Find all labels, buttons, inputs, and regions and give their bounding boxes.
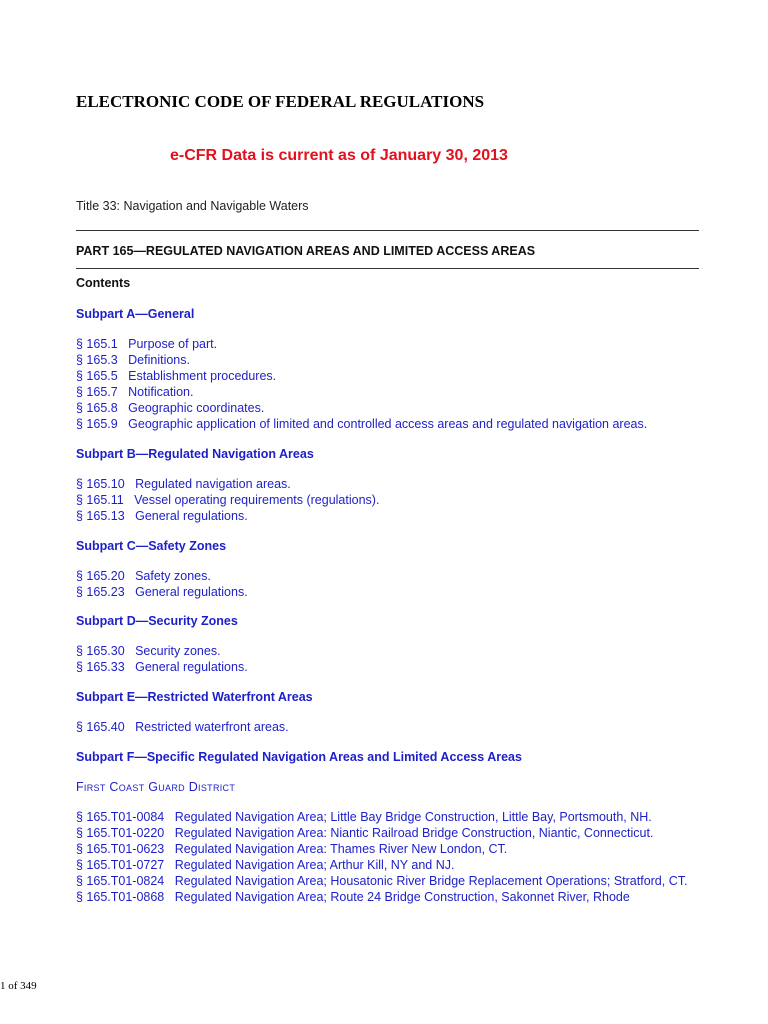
- section-link[interactable]: [76, 384, 700, 400]
- section-link[interactable]: [76, 809, 700, 825]
- section-title: Geographic coordinates.: [128, 401, 265, 415]
- section-number: § 165.20: [76, 569, 125, 583]
- section-title: Regulated Navigation Area: Thames River New London, CT.: [174, 842, 508, 856]
- section-title: General regulations.: [135, 509, 248, 523]
- section-title: Regulated Navigation Area; Route 24 Bridge Construction, Sakonnet River, Rhode: [174, 890, 630, 904]
- section-number: § 165.7: [76, 385, 118, 399]
- section-title: Vessel operating requirements (regulations).: [134, 493, 380, 507]
- section-link[interactable]: [76, 873, 700, 889]
- section-number: § 165.8: [76, 401, 118, 415]
- section-title: Regulated Navigation Area: Niantic Railroad Bridge Construction, Niantic, Connecticut.: [174, 826, 654, 840]
- page-counter: 1 of 349: [0, 980, 37, 992]
- section-number: § 165.10: [76, 477, 125, 491]
- section-title: Definitions.: [128, 353, 190, 367]
- section-title: Regulated navigation areas.: [135, 477, 291, 491]
- section-number: § 165.3: [76, 353, 118, 367]
- section-link[interactable]: [76, 584, 700, 600]
- section-title: Geographic application of limited and controlled access areas and regulated navigation areas.: [128, 417, 648, 431]
- subpart-e-section-list: [76, 719, 700, 735]
- subpart-e: [76, 689, 700, 735]
- section-number: § 165.T01-0220: [76, 826, 165, 840]
- section-link[interactable]: [76, 400, 700, 416]
- section-number: § 165.T01-0623: [76, 842, 165, 856]
- section-number: § 165.1: [76, 337, 118, 351]
- section-title: Notification.: [128, 385, 194, 399]
- subpart-d-heading[interactable]: Subpart D—Security Zones: [76, 614, 238, 628]
- section-link[interactable]: [76, 719, 700, 735]
- subpart-b-heading[interactable]: Subpart B—Regulated Navigation Areas: [76, 447, 314, 461]
- divider-top: [76, 230, 699, 231]
- section-title: Safety zones.: [135, 569, 211, 583]
- section-number: § 165.40: [76, 720, 125, 734]
- section-number: § 165.13: [76, 509, 125, 523]
- subpart-c-section-list: [76, 568, 700, 600]
- section-title: General regulations.: [135, 585, 248, 599]
- section-link[interactable]: [76, 508, 700, 524]
- section-number: § 165.T01-0084: [76, 810, 165, 824]
- subpart-c-heading[interactable]: Subpart C—Safety Zones: [76, 539, 227, 553]
- section-number: § 165.23: [76, 585, 125, 599]
- subpart-a: [76, 306, 700, 432]
- section-title: General regulations.: [135, 660, 248, 674]
- section-number: § 165.T01-0824: [76, 874, 165, 888]
- subpart-b: [76, 446, 700, 524]
- subpart-b-section-list: [76, 476, 700, 524]
- subpart-f-section-list: [76, 809, 700, 905]
- section-link[interactable]: [76, 643, 700, 659]
- section-link[interactable]: [76, 889, 700, 905]
- section-number: § 165.T01-0868: [76, 890, 165, 904]
- section-link[interactable]: [76, 825, 700, 841]
- divider-bottom: [76, 268, 699, 269]
- section-number: § 165.11: [76, 493, 124, 507]
- subpart-a-heading[interactable]: Subpart A—General: [76, 307, 195, 321]
- contents-label: Contents: [76, 276, 131, 290]
- section-link[interactable]: [76, 659, 700, 675]
- subpart-f-heading[interactable]: Subpart F—Specific Regulated Navigation Areas and Limited Access Areas: [76, 750, 522, 764]
- section-link[interactable]: [76, 336, 700, 352]
- section-title: Purpose of part.: [128, 337, 218, 351]
- section-number: § 165.5: [76, 369, 118, 383]
- subpart-f: [76, 749, 700, 905]
- subpart-d: [76, 613, 700, 675]
- section-number: § 165.30: [76, 644, 125, 658]
- section-title: Regulated Navigation Area; Little Bay Bridge Construction, Little Bay, Portsmouth, NH.: [174, 810, 652, 824]
- section-title: Regulated Navigation Area; Arthur Kill, NY and NJ.: [174, 858, 455, 872]
- subpart-d-section-list: [76, 643, 700, 675]
- section-number: § 165.33: [76, 660, 125, 674]
- section-title: Restricted waterfront areas.: [135, 720, 289, 734]
- subpart-e-heading[interactable]: Subpart E—Restricted Waterfront Areas: [76, 690, 313, 704]
- section-link[interactable]: [76, 841, 700, 857]
- data-currency-notice: e-CFR Data is current as of January 30, 2013: [170, 147, 508, 164]
- section-link[interactable]: [76, 352, 700, 368]
- cfr-title-line: Title 33: Navigation and Navigable Waters: [76, 199, 309, 213]
- part-heading: PART 165—REGULATED NAVIGATION AREAS AND LIMITED ACCESS AREAS: [76, 244, 536, 258]
- section-link[interactable]: [76, 416, 700, 432]
- district-heading[interactable]: First Coast Guard District: [76, 780, 236, 794]
- section-number: § 165.9: [76, 417, 118, 431]
- document-title: ELECTRONIC CODE OF FEDERAL REGULATIONS: [76, 92, 485, 111]
- section-link[interactable]: [76, 857, 700, 873]
- subpart-c: [76, 538, 700, 600]
- section-title: Regulated Navigation Area; Housatonic River Bridge Replacement Operations; Stratford, CT.: [174, 874, 688, 888]
- section-link[interactable]: [76, 476, 700, 492]
- section-number: § 165.T01-0727: [76, 858, 165, 872]
- section-link[interactable]: [76, 368, 700, 384]
- section-link[interactable]: [76, 568, 700, 584]
- section-title: Establishment procedures.: [128, 369, 277, 383]
- subpart-a-section-list: [76, 336, 700, 432]
- section-title: Security zones.: [135, 644, 221, 658]
- section-link[interactable]: [76, 492, 700, 508]
